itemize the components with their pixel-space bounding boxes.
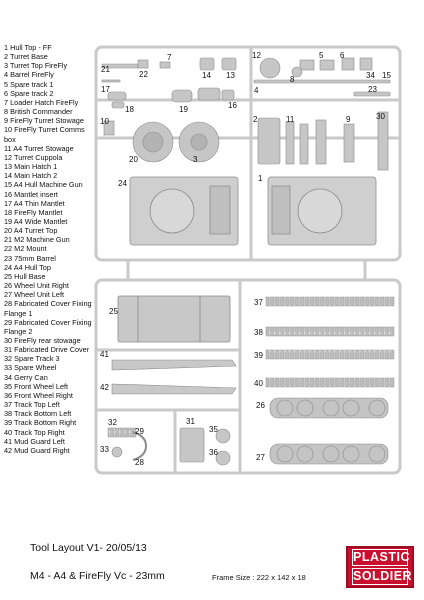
part-label-42: 42 [100,383,109,392]
part-label-35: 35 [209,425,218,434]
legend-item: 19 A4 Wide Mantlet [4,216,68,226]
part-label-7: 7 [167,53,172,62]
legend-item: 34 Gerry Can [4,372,48,382]
part-label-30: 30 [376,112,385,121]
part-label-32: 32 [108,418,117,427]
legend-item: 18 FireFly Mantlet [4,207,63,217]
part-label-14: 14 [202,71,211,80]
part-label-36: 36 [209,448,218,457]
part-label-3: 3 [193,155,198,164]
hull-base [118,296,230,342]
hull-top-a4 [130,177,238,245]
part-label-40: 40 [254,379,263,388]
legend-item: 15 A4 Hull Machine Gun [4,180,83,190]
part-label-18: 18 [125,105,134,114]
legend-item: 39 Track Bottom Right [4,418,77,428]
legend-item: 20 A4 Turret Top [4,226,58,236]
legend-item: 11 A4 Turret Stowage [4,143,74,153]
part-label-28: 28 [135,458,144,467]
wheel-units [270,398,388,464]
part-label-15: 15 [382,71,391,80]
part-label-19: 19 [179,105,188,114]
part-label-11: 11 [286,115,295,124]
legend-item: 42 Mud Guard Right [4,445,70,455]
part-label-27: 27 [256,453,265,462]
part-label-17: 17 [101,85,110,94]
legend-item: 23 75mm Barrel [4,253,56,263]
logo-line-1: PLASTIC [353,550,410,564]
legend-item: 3 Turret Top FireFly [4,61,68,71]
part-label-26: 26 [256,401,265,410]
mud-guards [112,360,236,394]
part-label-4: 4 [254,86,259,95]
legend-item: 32 Spare Track 3 [4,354,60,364]
part-label-33: 33 [100,445,109,454]
layout-title: Tool Layout V1- 20/05/13 [30,542,147,554]
frame-size: Frame Size : 222 x 142 x 18 [212,573,306,582]
hull-top-firefly [268,177,376,245]
legend-item: 30 FireFly rear stowage [4,336,81,345]
part-label-37: 37 [254,298,263,307]
part-label-39: 39 [254,351,263,360]
legend-item: 28 Fabricated Cover Fixing Flange 1 [4,299,92,318]
legend-item: 1 Hull Top - FF [4,43,52,52]
legend-item: 16 Mantlet insert [4,189,58,199]
part-label-12: 12 [252,51,261,60]
part-label-9: 9 [346,115,351,124]
part-label-20: 20 [129,155,138,164]
model-title: M4 - A4 & FireFly Vc - 23mm [30,570,165,582]
legend-item: 5 Spare track 1 [4,79,54,89]
part-label-21: 21 [101,65,110,74]
part-label-34: 34 [366,71,375,80]
legend-item: 2 Turret Base [4,52,48,62]
legend-item: 10 FireFly Turret Comms box [4,125,85,144]
legend-item: 22 M2 Mount [4,244,47,254]
legend-item: 8 British Commander [4,107,73,117]
part-label-24: 24 [118,179,127,188]
legend-item: 36 Front Wheel Right [4,390,73,400]
part-label-10: 10 [100,117,109,126]
plastic-soldier-logo [346,546,414,588]
legend-item: 25 Hull Base [4,271,46,281]
part-label-13: 13 [226,71,235,80]
legend-item: 33 Spare Wheel [4,363,57,373]
part-label-38: 38 [254,328,263,337]
legend-item: 7 Loader Hatch FireFly [4,97,79,107]
part-label-22: 22 [139,70,148,79]
legend-item: 31 Fabricated Drive Cover [4,345,90,355]
legend-item: 13 Main Hatch 1 [4,162,58,172]
legend-item: 4 Barrel FireFly [4,70,54,80]
part-label-16: 16 [228,101,237,110]
part-label-6: 6 [340,51,345,60]
part-label-1: 1 [258,174,263,183]
legend-item: 21 M2 Machine Gun [4,235,70,245]
logo-line-2: SOLDIER [353,569,413,583]
part-label-5: 5 [319,51,324,60]
part-label-2: 2 [253,115,258,124]
legend-item: 35 Front Wheel Left [4,381,69,391]
legend-item: 40 Track Top Right [4,427,65,437]
part-label-25: 25 [109,307,118,316]
legend-item: 14 Main Hatch 2 [4,171,58,181]
legend-item: 17 A4 Thin Mantlet [4,198,65,208]
legend-item: 27 Wheel Unit Left [4,290,65,300]
part-label-8: 8 [290,75,295,84]
part-label-29: 29 [135,427,144,436]
legend-item: 37 Track Top Left [4,400,60,410]
legend-item: 6 Spare track 2 [4,88,54,98]
legend-item: 9 FireFly Turret Stowage [4,116,84,126]
part-label-41: 41 [100,350,109,359]
legend-item: 26 Wheel Unit Right [4,281,69,291]
part-label-23: 23 [368,85,377,94]
legend-item: 38 Track Bottom Left [4,409,72,419]
legend-item: 12 Turret Cuppola [4,152,63,162]
legend-item: 41 Mud Guard Left [4,436,65,446]
part-label-31: 31 [186,417,195,426]
legend-item: 29 Fabricated Cover Fixing Flange 2 [4,317,92,336]
legend-item: 24 A4 Hull Top [4,262,51,272]
